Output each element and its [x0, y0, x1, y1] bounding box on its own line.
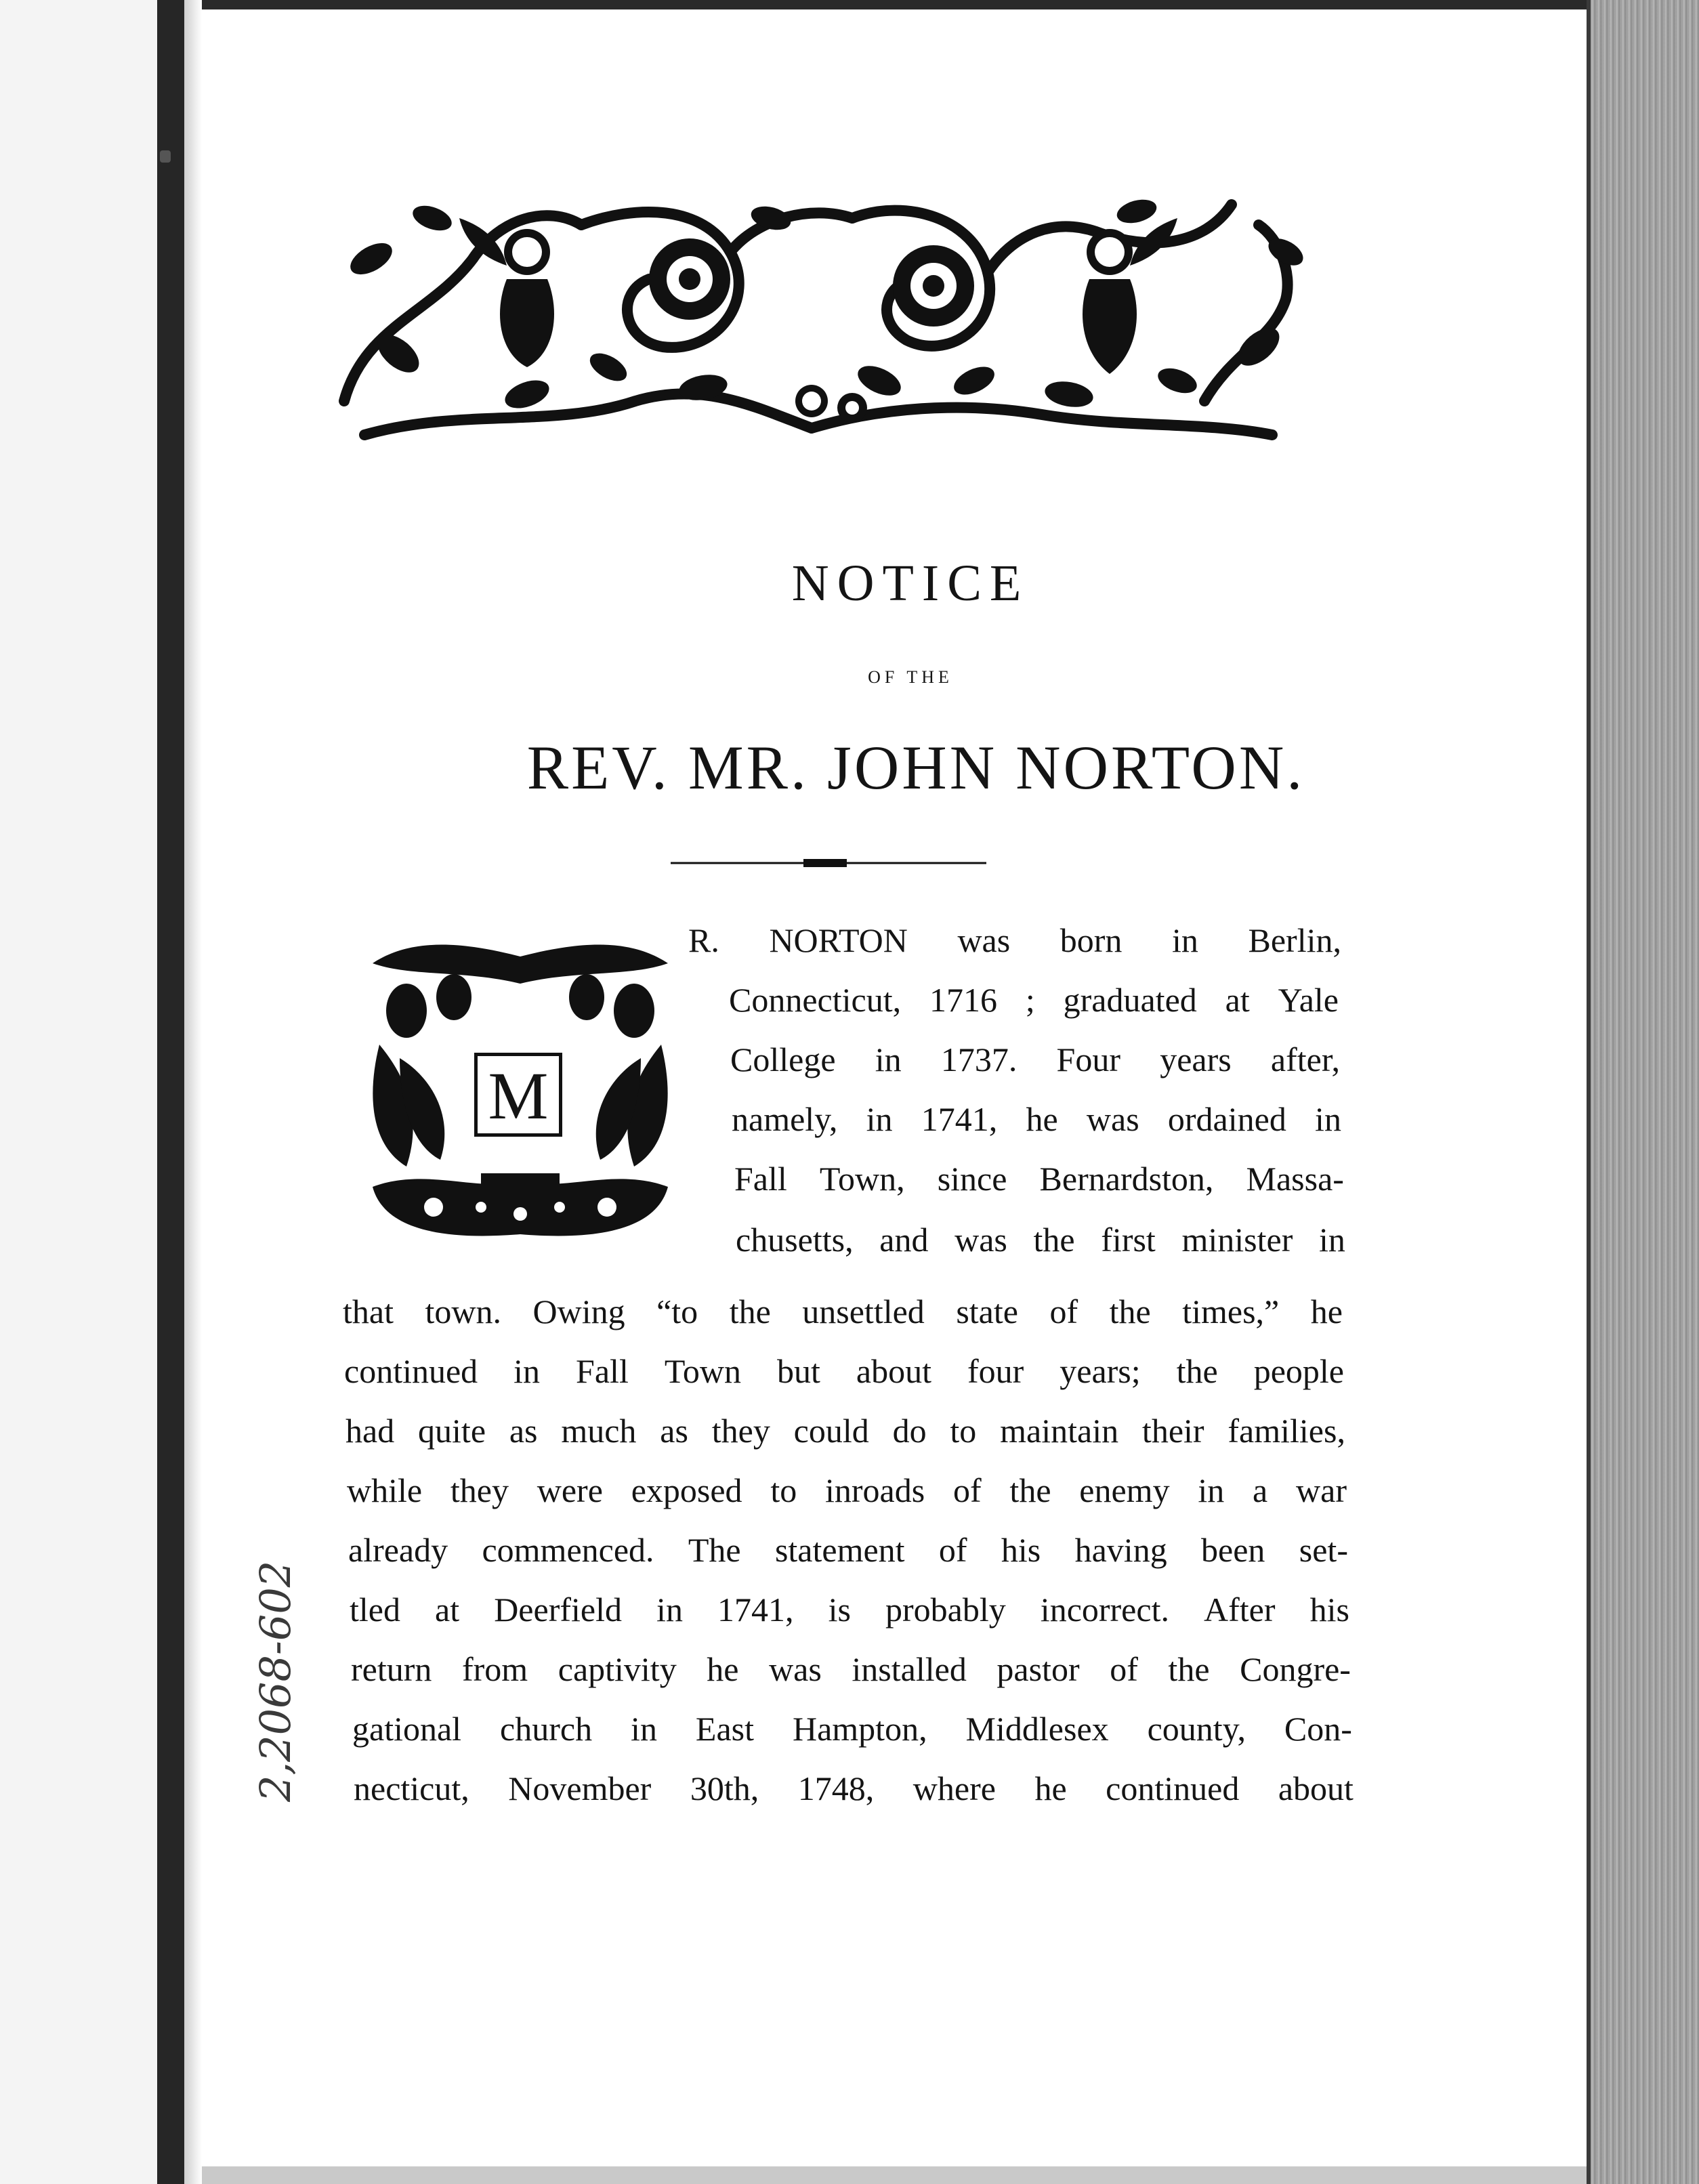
word: of	[952, 1471, 982, 1509]
word: a	[1253, 1471, 1268, 1509]
word: exposed	[631, 1471, 742, 1509]
word: he	[1310, 1293, 1343, 1330]
word: 1741,	[921, 1100, 998, 1138]
word: the	[729, 1293, 771, 1330]
text-line	[343, 1291, 1343, 1332]
word: was	[955, 1221, 1007, 1259]
word: war	[1296, 1471, 1347, 1509]
word: 1716	[929, 981, 997, 1019]
word: about	[856, 1352, 931, 1390]
word: graduated	[1063, 981, 1197, 1019]
word: installed	[852, 1650, 967, 1688]
gutter-shadow	[184, 0, 202, 2184]
text-line	[732, 1099, 1341, 1139]
margin-shelfmark	[244, 1450, 305, 1802]
word: Owing	[532, 1293, 625, 1330]
word: the	[1176, 1352, 1218, 1390]
word: of	[1110, 1650, 1138, 1688]
title-of-the: OF THE	[868, 667, 953, 687]
word: namely,	[732, 1100, 838, 1138]
word: commenced.	[482, 1531, 654, 1569]
word: Congre-	[1240, 1650, 1351, 1688]
word: in	[656, 1591, 683, 1629]
word: had	[345, 1412, 395, 1450]
title-notice: NOTICE	[791, 555, 1030, 612]
word: of	[1049, 1293, 1078, 1330]
text-line	[734, 1158, 1344, 1199]
word: November	[508, 1769, 652, 1807]
text-line	[351, 1649, 1351, 1689]
word: in	[875, 1041, 902, 1078]
word: they	[711, 1412, 770, 1450]
word: is	[828, 1591, 851, 1629]
word: the	[1033, 1221, 1075, 1259]
drop-cap-initial: M	[474, 1053, 562, 1137]
word: the	[1168, 1650, 1210, 1688]
word: already	[348, 1531, 448, 1569]
word: he	[1034, 1769, 1067, 1807]
word: chusetts,	[736, 1221, 854, 1259]
word: years;	[1060, 1352, 1141, 1390]
word: ;	[1025, 981, 1035, 1019]
word: gational	[352, 1710, 462, 1748]
word: where	[913, 1769, 996, 1807]
word: at	[435, 1591, 460, 1629]
word: the	[1009, 1471, 1051, 1509]
text-line	[345, 1410, 1345, 1451]
word: as	[509, 1412, 538, 1450]
word: from	[461, 1650, 528, 1688]
word: Town,	[819, 1160, 905, 1198]
word: been	[1201, 1531, 1265, 1569]
word: to	[770, 1471, 797, 1509]
word: 30th,	[690, 1769, 759, 1807]
word: Fall	[576, 1352, 629, 1390]
word: first	[1101, 1221, 1156, 1259]
word: Berlin,	[1248, 921, 1341, 959]
word: as	[660, 1412, 688, 1450]
word: tled	[350, 1591, 400, 1629]
word: at	[1225, 981, 1250, 1019]
text-line	[350, 1589, 1349, 1630]
word: people	[1253, 1352, 1344, 1390]
word: town.	[425, 1293, 501, 1330]
word: could	[793, 1412, 869, 1450]
word: in	[866, 1100, 893, 1138]
text-line	[354, 1768, 1354, 1809]
word: NORTON	[769, 921, 908, 959]
margin-mark	[160, 150, 171, 163]
word: statement	[774, 1531, 905, 1569]
word: they	[450, 1471, 509, 1509]
word: families,	[1228, 1412, 1345, 1450]
word: After	[1204, 1591, 1276, 1629]
word: he	[1026, 1100, 1058, 1138]
text-line	[736, 1219, 1345, 1260]
word: the	[1109, 1293, 1151, 1330]
title-name: REV. MR. JOHN NORTON.	[526, 733, 1305, 802]
word: his	[1001, 1531, 1041, 1569]
word: in	[1315, 1100, 1341, 1138]
word: do	[892, 1412, 927, 1450]
word: was	[1086, 1100, 1139, 1138]
word: Fall	[734, 1160, 787, 1198]
word: 1741,	[717, 1591, 794, 1629]
word: continued	[1106, 1769, 1240, 1807]
word: he	[707, 1650, 739, 1688]
word: in	[1172, 921, 1198, 959]
word: Bernardston,	[1039, 1160, 1214, 1198]
word: and	[879, 1221, 929, 1259]
text-line	[348, 1530, 1348, 1570]
word: maintain	[1000, 1412, 1119, 1450]
word: probably	[885, 1591, 1006, 1629]
word: unsettled	[802, 1293, 925, 1330]
word: while	[347, 1471, 423, 1509]
word: in	[513, 1352, 541, 1390]
word: 1748,	[797, 1769, 875, 1807]
word: incorrect.	[1040, 1591, 1169, 1629]
word: times,”	[1182, 1293, 1280, 1330]
word: The	[688, 1531, 741, 1569]
word: Massa-	[1246, 1160, 1344, 1198]
word: much	[561, 1412, 637, 1450]
word: to	[950, 1412, 977, 1450]
word: minister	[1181, 1221, 1293, 1259]
word: inroads	[825, 1471, 925, 1509]
ornamental-headpiece	[324, 177, 1303, 448]
word: since	[937, 1160, 1007, 1198]
word: East	[695, 1710, 755, 1748]
book-gutter	[157, 0, 184, 2184]
word: of	[938, 1531, 967, 1569]
top-edge	[202, 0, 1587, 9]
word: Con-	[1284, 1710, 1352, 1748]
text-line	[347, 1470, 1347, 1511]
word: Middlesex	[965, 1710, 1109, 1748]
text-line	[730, 1039, 1340, 1080]
word: set-	[1299, 1531, 1348, 1569]
word: but	[776, 1352, 820, 1390]
word: his	[1309, 1591, 1349, 1629]
page-stack-edge	[1591, 0, 1699, 2184]
facing-page	[0, 0, 157, 2184]
bottom-edge	[202, 2166, 1587, 2184]
word: necticut,	[354, 1769, 469, 1807]
word: in	[1198, 1471, 1225, 1509]
shelfmark-text: 2,2068-602	[251, 1560, 300, 1802]
word: born	[1060, 921, 1123, 959]
word: continued	[344, 1352, 478, 1390]
word: four	[967, 1352, 1024, 1390]
word: R.	[688, 921, 719, 959]
word: pastor	[997, 1650, 1080, 1688]
word: captivity	[558, 1650, 677, 1688]
word: years	[1160, 1041, 1232, 1078]
word: were	[537, 1471, 603, 1509]
word: Deerfield	[494, 1591, 622, 1629]
word: return	[351, 1650, 432, 1688]
text-line	[729, 980, 1339, 1020]
word: College	[730, 1041, 836, 1078]
word: ordained	[1167, 1100, 1286, 1138]
word: Yale	[1278, 981, 1339, 1019]
text-line	[688, 920, 1341, 961]
word: in	[631, 1710, 657, 1748]
word: was	[769, 1650, 822, 1688]
word: quite	[418, 1412, 486, 1450]
word: about	[1278, 1769, 1354, 1807]
text-line	[344, 1351, 1344, 1391]
word: “to	[656, 1293, 698, 1330]
word: 1737.	[940, 1041, 1018, 1078]
word: was	[957, 921, 1011, 959]
word: Connecticut,	[729, 981, 902, 1019]
title-divider	[671, 856, 986, 870]
word: Four	[1056, 1041, 1121, 1078]
word: having	[1074, 1531, 1167, 1569]
word: that	[343, 1293, 394, 1330]
word: in	[1319, 1221, 1345, 1259]
word: church	[500, 1710, 593, 1748]
text-line	[352, 1708, 1352, 1749]
word: state	[956, 1293, 1018, 1330]
word: their	[1141, 1412, 1204, 1450]
word: county,	[1147, 1710, 1246, 1748]
word: after,	[1270, 1041, 1340, 1078]
word: Hampton,	[792, 1710, 927, 1748]
word: enemy	[1079, 1471, 1170, 1509]
word: Town	[664, 1352, 741, 1390]
